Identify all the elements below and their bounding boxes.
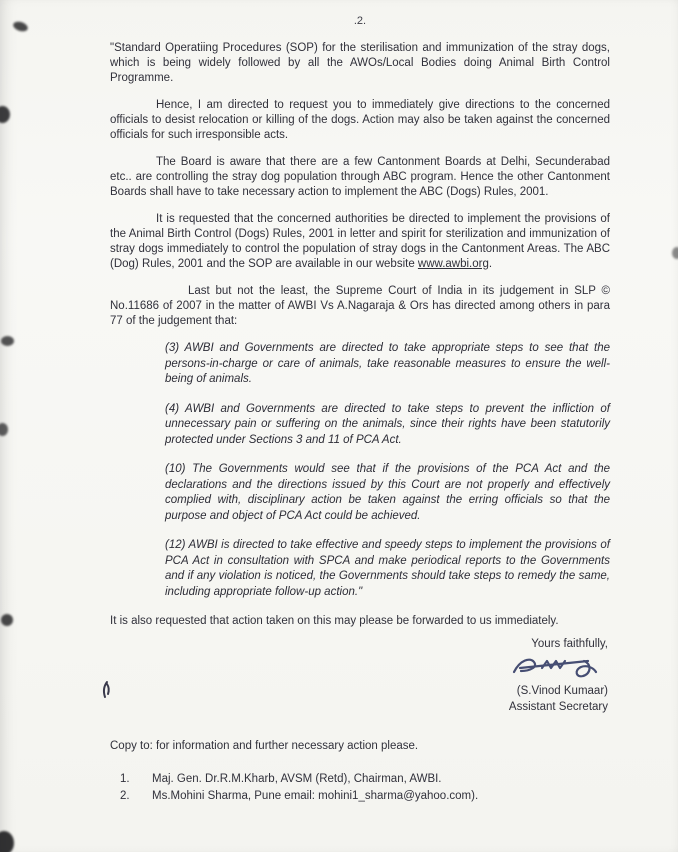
copy-to-item-text: Ms.Mohini Sharma, Pune email: mohini1_sharma@yahoo.com).	[152, 790, 479, 802]
copy-to-heading: Copy to: for information and further necessary action please.	[110, 740, 419, 752]
page-number: .2.	[353, 15, 367, 27]
paragraph: "Standard Operatiing Procedures (SOP) for the sterilisation and immunization of the stray dogs, which is being widely followed by all the AWOs/Local Bodies doing Animal Birth Control Programme.	[110, 42, 610, 84]
scan-smudge	[12, 20, 29, 33]
scan-smudge	[0, 106, 10, 123]
handwritten-signature	[110, 653, 608, 683]
scan-smudge	[672, 247, 678, 259]
paragraph: Hence, I am directed to request you to immediately give directions to the concerned officials to desist relocation or killing of the dogs. Action may also be taken against the concerned officials for such irresponsible acts.	[110, 99, 610, 141]
letter-body	[110, 14, 610, 806]
copy-to-item-text: Maj. Gen. Dr.R.M.Kharb, AVSM (Retd), Chairman, AWBI.	[152, 773, 442, 785]
copy-to-item	[110, 772, 610, 787]
copy-to-item-number: 1.	[120, 773, 130, 785]
signatory-title: Assistant Secretary	[508, 701, 608, 713]
quote-paragraph: (3) AWBI and Governments are directed to take appropriate steps to see that the persons-in-charge or care of animals, take reasonable measures to ensure the well-being of animals.	[165, 342, 610, 385]
paragraph-text: It is requested that the concerned authorities be directed to implement the provisions of the Animal Birth Control (Dogs) Rules, 2001 in letter and spirit for sterilization and immunization of stray dogs immediately to control the population of stray dogs in the Cantonment Areas. The ABC (Dog) Rules, 2001 and the SOP are available in our website	[110, 213, 610, 270]
paragraph-text: .	[488, 258, 493, 270]
signatory-name: (S.Vinod Kumaar)	[516, 685, 608, 697]
scan-smudge	[1, 336, 14, 346]
scan-smudge	[0, 831, 14, 852]
closing-request-line: It is also requested that action taken on this may please be forwarded to us immediately.	[110, 615, 559, 627]
signature-block	[110, 637, 610, 715]
paragraph: Last but not the least, the Supreme Court of India in its judgement in SLP © No.11686 of 2007 in the matter of AWBI Vs A.Nagaraja & Ors has directed among others in para 77 of the judgement that:	[110, 285, 610, 327]
copy-to-item-number: 2.	[120, 790, 130, 802]
website-link: www.awbi.org	[417, 258, 489, 270]
scan-smudge	[1, 614, 13, 626]
copy-to-item	[110, 789, 610, 804]
paragraph	[110, 212, 610, 272]
copy-to-section	[110, 739, 610, 804]
quote-paragraph: (4) AWBI and Governments are directed to take steps to prevent the infliction of unnecessary pain or suffering on the animals, since their rights have been statutorily protected under Sections 3 and 11 of PCA Act.	[165, 402, 610, 446]
salutation: Yours faithfully,	[531, 638, 608, 650]
scan-smudge	[0, 423, 8, 436]
quote-paragraph: (12) AWBI is directed to take effective and speedy steps to implement the provisions of PCA Act in consultation with SPCA and make periodical reports to the Governments and if any violation is noticed, the Governments should take steps to remedy the same, including appropriate follow-up action."	[165, 539, 610, 598]
quote-paragraph: (10) The Governments would see that if the provisions of the PCA Act and the declarations and the directions issued by this Court are not properly and effectively complied with, disciplinary action be taken against the erring officials so that the purpose and object of PCA Act could be achieved.	[165, 463, 610, 522]
paragraph: The Board is aware that there are a few Cantonment Boards at Delhi, Secunderabad etc.. are controlling the stray dog population through ABC program. Hence the other Cantonment Boards shall have to take necessary action to implement the ABC (Dogs) Rules, 2001.	[110, 156, 610, 198]
